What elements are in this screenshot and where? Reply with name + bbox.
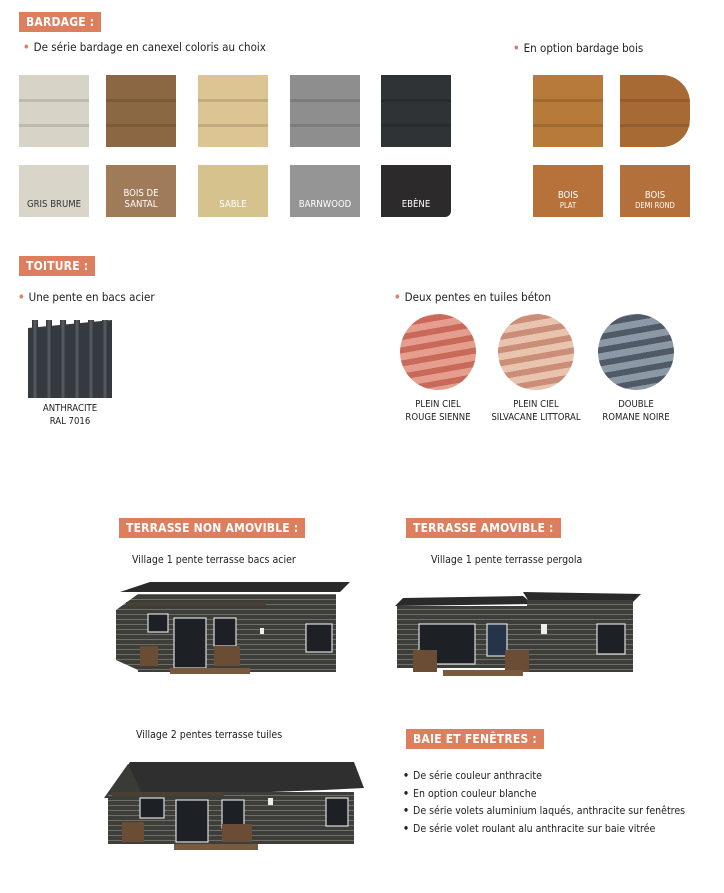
wood-option-sublabel: DEMI ROND	[635, 201, 675, 211]
cladding-color-label: GRIS BRUME	[26, 199, 82, 211]
steel-roof-caption: ANTHRACITE RAL 7016	[42, 403, 98, 428]
roof-tile-caption	[486, 398, 586, 425]
roof-tile-line2: SILVACANE LITTORAL	[491, 412, 581, 424]
roof-tile-sample	[598, 314, 674, 390]
cladding-color-label: EBÈNE	[401, 199, 431, 211]
roof-tile-sample	[400, 314, 476, 390]
wood-option-sublabel: PLAT	[559, 201, 577, 211]
cladding-color-label: SABLE	[219, 199, 247, 211]
list-item	[403, 821, 685, 839]
roof-tile-caption	[586, 398, 686, 425]
cladding-color-swatch	[381, 165, 451, 217]
roof-tile-caption	[388, 398, 488, 425]
bardage-title: BARDAGE :	[19, 12, 101, 32]
bullet-dot: •	[403, 787, 410, 800]
cladding-texture-sample	[106, 75, 176, 147]
roof-tile-sample	[498, 314, 574, 390]
list-item-text: De série volet roulant alu anthracite sur baie vitrée	[413, 822, 656, 835]
chalet-two-slopes-tiles-image	[104, 756, 366, 852]
cladding-texture-sample	[198, 75, 268, 147]
list-item-text: En option couleur blanche	[413, 787, 537, 800]
bullet-dot: •	[403, 822, 410, 835]
roof-tile-line2: ROUGE SIENNE	[405, 412, 471, 424]
roof-tile-line1: DOUBLE	[618, 399, 654, 410]
cladding-color-swatch	[198, 165, 268, 217]
terrasse-removable-title: TERRASSE AMOVIBLE :	[406, 518, 561, 538]
cladding-color-swatch	[19, 165, 89, 217]
toiture-steel-bullet: • Une pente en bacs acier	[18, 290, 155, 304]
cladding-color-swatch	[290, 165, 360, 217]
bardage-option-bullet: • En option bardage bois	[513, 41, 644, 55]
baie-title: BAIE ET FENÊTRES :	[406, 729, 544, 749]
wood-option-swatch	[620, 165, 690, 217]
wood-option-label: BOIS	[557, 190, 579, 202]
cladding-texture-sample	[19, 75, 89, 147]
roof-tile-line1: PLEIN CIEL	[513, 399, 559, 410]
list-item	[403, 786, 685, 804]
toiture-tiles-bullet: • Deux pentes en tuiles béton	[394, 290, 552, 304]
list-item	[403, 768, 685, 786]
chalet-one-slope-steel-image	[110, 580, 350, 680]
terrasse-removable-caption: Village 1 pente terrasse pergola	[431, 554, 583, 566]
bullet-dot: •	[403, 770, 410, 782]
terrasse-fixed-title: TERRASSE NON AMOVIBLE :	[119, 518, 305, 538]
steel-roof-sample	[28, 320, 112, 398]
cladding-texture-sample	[381, 75, 451, 147]
cladding-texture-sample	[290, 75, 360, 147]
cladding-color-label: BOIS DE SANTAL	[123, 188, 159, 211]
toiture-title: TOITURE :	[19, 256, 95, 276]
cladding-color-label: BARNWOOD	[298, 199, 352, 211]
bardage-standard-bullet: • De série bardage en canexel coloris au choix	[23, 40, 266, 54]
wood-option-label: BOIS	[644, 190, 666, 202]
cladding-color-swatch	[106, 165, 176, 217]
wood-option-swatch	[533, 165, 603, 217]
baie-list	[403, 768, 685, 838]
list-item-text: De série couleur anthracite	[413, 770, 542, 782]
list-item-text: De série volets aluminium laqués, anthracite sur fenêtres	[413, 805, 686, 817]
chalet-one-slope-pergola-image	[383, 590, 643, 680]
list-item	[403, 803, 685, 821]
roof-tile-line2: ROMANE NOIRE	[602, 412, 670, 424]
roof-tile-line1: PLEIN CIEL	[415, 399, 461, 410]
terrasse-fixed-caption-1: Village 1 pente terrasse bacs acier	[132, 554, 296, 566]
wood-texture-sample	[533, 75, 603, 147]
terrasse-fixed-caption-2: Village 2 pentes terrasse tuiles	[136, 729, 283, 741]
bullet-dot: •	[403, 805, 410, 817]
wood-texture-sample	[620, 75, 690, 147]
